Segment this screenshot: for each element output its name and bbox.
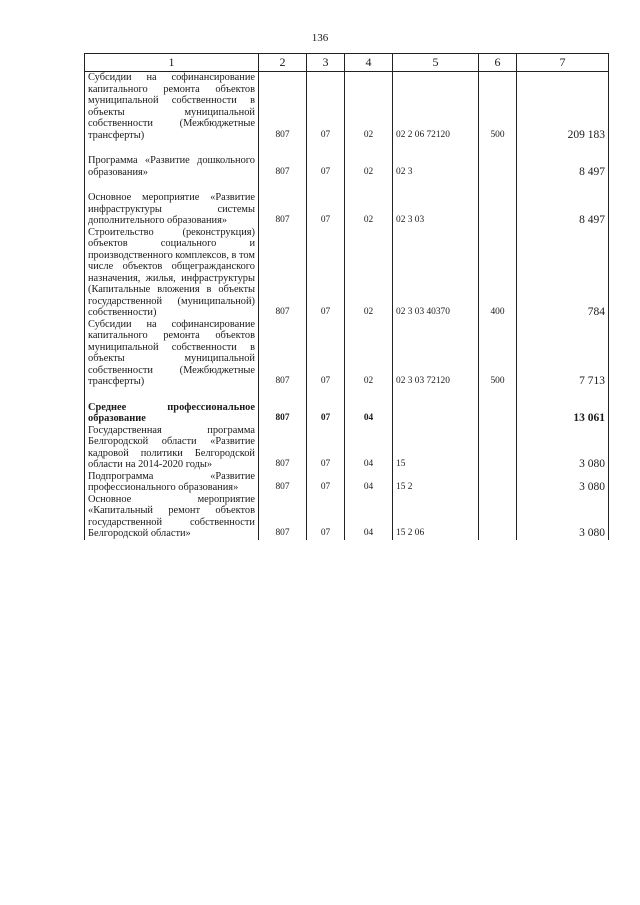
row-col-5: 02 3 <box>393 155 479 178</box>
table-row <box>85 425 609 471</box>
row-col-3: 07 <box>307 72 345 142</box>
row-spacer <box>85 178 609 192</box>
row-description: Строительство (реконструкция) объектов социального и производственного комплексов, в том числе объектов общегражданского назначения, жилья, инфраструктуры (Капитальные вложения в объекты государственной (муниципальной) собственности) <box>85 227 259 319</box>
row-col-6: 500 <box>479 319 517 388</box>
row-col-6 <box>479 402 517 425</box>
row-col-5: 02 2 06 72120 <box>393 72 479 142</box>
row-col-5: 15 2 <box>393 471 479 494</box>
row-amount: 3 080 <box>517 471 609 494</box>
row-amount: 8 497 <box>517 155 609 178</box>
row-description: Основное мероприятие «Капитальный ремонт объектов государственной собственности Белгородской области» <box>85 494 259 540</box>
header-col-1: 1 <box>85 54 259 72</box>
header-col-3: 3 <box>307 54 345 72</box>
header-row <box>85 54 609 72</box>
row-col-5: 02 3 03 <box>393 192 479 227</box>
table-row <box>85 72 609 142</box>
row-description: Подпрограмма «Развитие профессионального образования» <box>85 471 259 494</box>
row-description: Субсидии на софинансирование капитального ремонта объектов муниципальной собственности в объекты муниципальной собственности (Межбюджетные трансферты) <box>85 72 259 142</box>
row-col-6 <box>479 192 517 227</box>
row-description: Программа «Развитие дошкольного образования» <box>85 155 259 178</box>
row-amount: 3 080 <box>517 425 609 471</box>
row-col-6 <box>479 494 517 540</box>
row-amount: 13 061 <box>517 402 609 425</box>
row-col-4: 02 <box>345 319 393 388</box>
table-row <box>85 471 609 494</box>
row-spacer <box>85 141 609 155</box>
row-col-3: 07 <box>307 494 345 540</box>
table-row <box>85 227 609 319</box>
row-col-6 <box>479 425 517 471</box>
row-col-2: 807 <box>259 227 307 319</box>
header-col-6: 6 <box>479 54 517 72</box>
row-col-6 <box>479 155 517 178</box>
budget-table <box>84 53 609 540</box>
row-col-2: 807 <box>259 192 307 227</box>
row-col-4: 04 <box>345 425 393 471</box>
row-col-3: 07 <box>307 155 345 178</box>
row-description: Субсидии на софинансирование капитального ремонта объектов муниципальной собственности в объекты муниципальной собственности (Межбюджетные трансферты) <box>85 319 259 388</box>
row-col-5: 15 2 06 <box>393 494 479 540</box>
row-col-6: 500 <box>479 72 517 142</box>
row-col-3: 07 <box>307 471 345 494</box>
row-description: Основное мероприятие «Развитие инфраструктуры системы дополнительного образования» <box>85 192 259 227</box>
row-col-5: 15 <box>393 425 479 471</box>
table-row <box>85 494 609 540</box>
row-col-2: 807 <box>259 402 307 425</box>
page-number: 136 <box>311 32 329 44</box>
row-col-4: 04 <box>345 402 393 425</box>
row-col-5: 02 3 03 72120 <box>393 319 479 388</box>
row-amount: 7 713 <box>517 319 609 388</box>
row-col-3: 07 <box>307 425 345 471</box>
row-amount: 3 080 <box>517 494 609 540</box>
row-amount: 8 497 <box>517 192 609 227</box>
row-amount: 209 183 <box>517 72 609 142</box>
row-col-6 <box>479 471 517 494</box>
row-col-2: 807 <box>259 425 307 471</box>
row-col-2: 807 <box>259 319 307 388</box>
header-col-7: 7 <box>517 54 609 72</box>
row-col-3: 07 <box>307 192 345 227</box>
row-col-6: 400 <box>479 227 517 319</box>
row-col-3: 07 <box>307 319 345 388</box>
row-col-2: 807 <box>259 155 307 178</box>
table-row <box>85 402 609 425</box>
row-description: Среднее профессиональное образование <box>85 402 259 425</box>
row-col-2: 807 <box>259 494 307 540</box>
row-col-4: 02 <box>345 227 393 319</box>
table-row <box>85 192 609 227</box>
row-col-3: 07 <box>307 227 345 319</box>
row-col-4: 02 <box>345 155 393 178</box>
row-col-4: 02 <box>345 72 393 142</box>
row-col-3: 07 <box>307 402 345 425</box>
row-amount: 784 <box>517 227 609 319</box>
row-col-2: 807 <box>259 72 307 142</box>
row-description: Государственная программа Белгородской области «Развитие кадровой политики Белгородской области на 2014-2020 годы» <box>85 425 259 471</box>
header-col-4: 4 <box>345 54 393 72</box>
header-col-5: 5 <box>393 54 479 72</box>
row-col-4: 02 <box>345 192 393 227</box>
row-col-4: 04 <box>345 494 393 540</box>
row-col-2: 807 <box>259 471 307 494</box>
header-col-2: 2 <box>259 54 307 72</box>
table-row <box>85 155 609 178</box>
row-col-5 <box>393 402 479 425</box>
row-col-5: 02 3 03 40370 <box>393 227 479 319</box>
row-col-4: 04 <box>345 471 393 494</box>
row-spacer <box>85 388 609 402</box>
table-row <box>85 319 609 388</box>
